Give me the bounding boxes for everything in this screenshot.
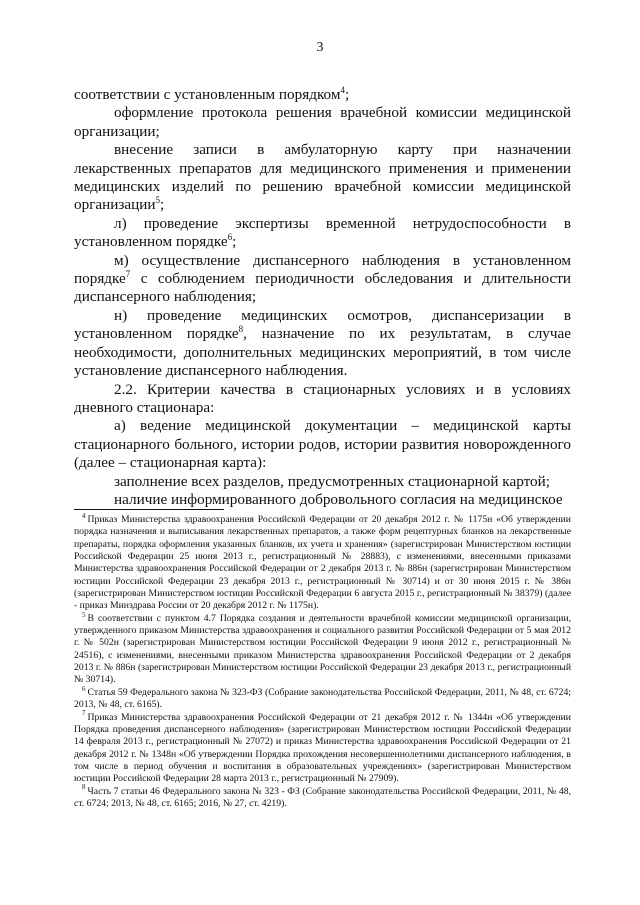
body-paragraph: а) ведение медицинской документации – медицинской карты стационарного больного, истории родов, истории развития новорожденного (далее – стационарная карта): (74, 417, 571, 472)
body-paragraph: л) проведение экспертизы временной нетрудоспособности в установленном порядке$^6$; (74, 214, 571, 251)
footnote: $^8$ Часть 7 статьи 46 Федерального закона № 323 - ФЗ (Собрание законодательства Российской Федерации, 2011, № 48, ст. 6724; 2013, № 48, ст. 6165; 2016, № 27, ст. 4219). (74, 783, 571, 809)
footnote: $^7$ Приказ Министерства здравоохранения Российской Федерации от 21 декабря 2012 г. № 1344н «Об утверждении Порядка проведения диспансерного наблюдения» (зарегистрирован Министерством юстиции Российской Федерации 14 февраля 2013 г., регистрационный № 27072) и приказ Министерства здравоохранения Российской Федерации от 21 декабря 2012 г. № 1348н «Об утверждении Порядка прохождения несовершеннолетними диспансерного наблюдения, в том числе в период обучения и воспитания в образовательных учреждениях» (зарегистрирован Министерством юстиции Российской Федерации 28 марта 2013 г., регистрационный № 27909). (74, 709, 571, 785)
footnote-ref: 5 (155, 195, 161, 206)
footnote-ref: 4 (340, 84, 345, 95)
footnote: $^6$ Статья 59 Федерального закона № 323-ФЗ (Собрание законодательства Российской Федерации, 2011, № 48, ст. 6724; 2013, № 48, ст. 6165). (74, 684, 571, 711)
body-paragraph: соответствии с установленным порядком$^4$; (74, 84, 350, 103)
footnote-number: 7 (82, 709, 86, 718)
page-number: 3 (316, 40, 324, 55)
footnote-ref: 8 (238, 324, 244, 335)
footnote: $^4$ Приказ Министерства здравоохранения Российской Федерации от 20 декабря 2012 г. № 1175н «Об утверждении порядка назначения и выписывания лекарственных препаратов, а также форм рецептурных бланков на лекарственные препараты, порядка оформления указанных бланков, их учета и хранения» (зарегистрирован Министерством юстиции Российской Федерации 25 июня 2013 г., регистрационный № 28883), с изменениями, внесенными приказами Министерства здравоохранения Российской Федерации от 2 декабря 2013 г. № 886н (зарегистрирован Министерством юстиции Российской Федерации 23 декабря 2013 г., регистрационный № 30714) и от 30 июня 2015 г. № 386н (зарегистрирован Министерством юстиции Российской Федерации 6 августа 2015 г., регистрационный № 38379) (далее - приказ Минздрава России от 20 декабря 2012 г. № 1175н). (74, 511, 571, 612)
body-paragraph: н) проведение медицинских осмотров, диспансеризации в установленном порядке$^8$, назначение по их результатам, в случае необходимости, дополнительных медицинских мероприятий, в том числе установление диспансерного наблюдения. (74, 306, 571, 380)
main-text (74, 86, 571, 509)
body-paragraph: наличие информированного добровольного согласия на медицинское (114, 490, 563, 508)
footnotes (74, 511, 571, 810)
footnote-number: 8 (82, 783, 86, 792)
footnote-divider (74, 509, 224, 510)
footnote-number: 6 (82, 684, 86, 693)
footnote-ref: 6 (227, 232, 233, 243)
body-paragraph: 2.2. Критерии качества в стационарных условиях и в условиях дневного стационара: (74, 380, 571, 416)
footnote-ref: 7 (125, 269, 131, 279)
footnote-number: 5 (82, 610, 86, 619)
body-paragraph: м) осуществление диспансерного наблюдения в установленном порядке$^7$ с соблюдением периодичности обследования и длительности диспансерного наблюдения; (74, 251, 571, 306)
footnote-number: 4 (82, 511, 86, 520)
body-paragraph: внесение записи в амбулаторную карту при назначении лекарственных препаратов для медицинского применения и применении медицинских изделий по решению врачебной комиссии медицинской организации$^5$; (74, 141, 571, 214)
body-paragraph: заполнение всех разделов, предусмотренных стационарной картой; (114, 472, 550, 490)
footnote: $^5$ В соответствии с пунктом 4.7 Порядка создания и деятельности врачебной комиссии медицинской организации, утвержденного приказом Министерства здравоохранения и социального развития Российской Федерации от 5 мая 2012 г. № 502н (зарегистрирован Министерством юстиции Российской Федерации 9 июня 2012 г., регистрационный № 24516), с изменениями, внесенными приказом Министерства здравоохранения Российской Федерации от 2 декабря 2013 г. № 886н (зарегистрирован Министерством юстиции Российской Федерации 23 декабря 2013 г., регистрационный № 30714). (74, 610, 571, 686)
body-paragraph: оформление протокола решения врачебной комиссии медицинской организации; (74, 104, 571, 140)
